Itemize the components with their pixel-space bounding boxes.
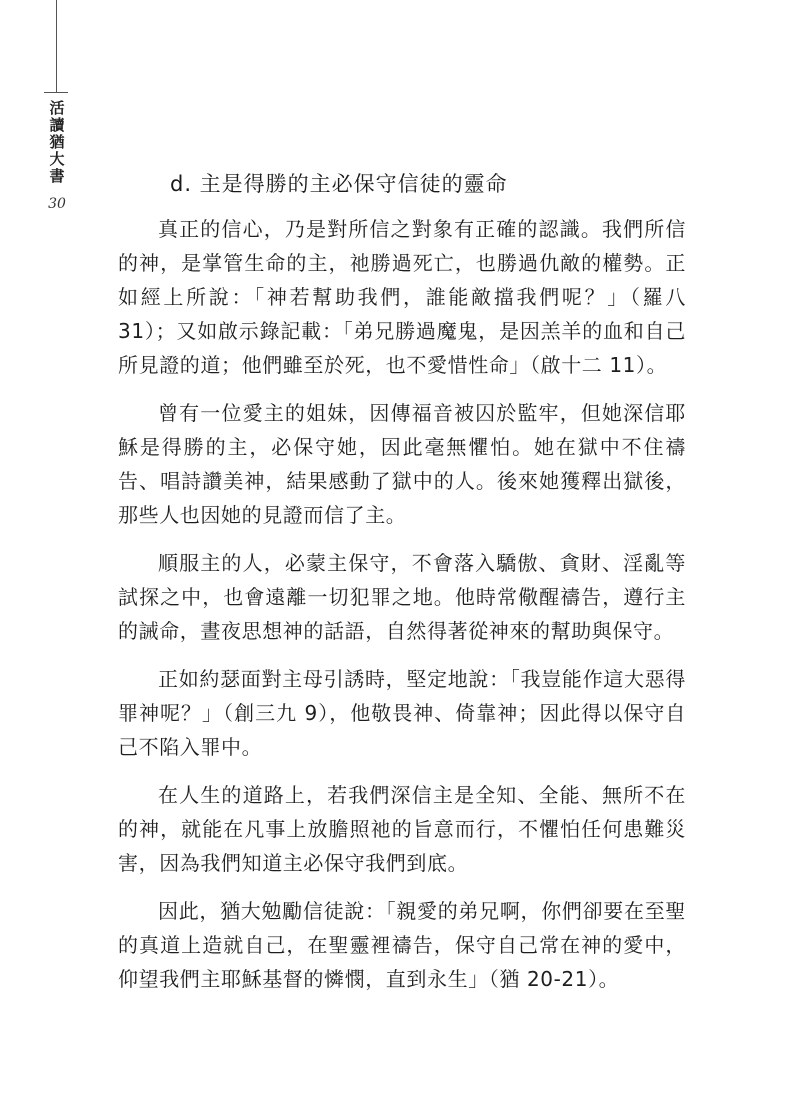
running-head-char: 讀 (49, 116, 65, 134)
margin-rule (56, 0, 57, 92)
running-head-char: 書 (49, 167, 65, 185)
paragraph: 真正的信心，乃是對所信之對象有正確的認識。我們所信的神，是掌管生命的主，祂勝過死亡，也勝過仇敵的權勢。正如經上所說：「神若幫助我們，誰能敵擋我們呢？」（羅八 31）；又如啟示錄記載：「弟兄勝過魔鬼，是因羔羊的血和自己所見證的道；他們雖至於死，也不愛惜性命」（啟十二 11）。 (118, 217, 686, 377)
paragraph: 順服主的人，必蒙主保守，不會落入驕傲、貪財、淫亂等試探之中，也會遠離一切犯罪之地。他時常儆醒禱告，遵行主的誡命，晝夜思想神的話語，自然得著從神來的幫助與保守。 (118, 551, 686, 643)
running-head-book-title (44, 100, 70, 185)
running-head-char: 活 (49, 99, 65, 117)
paragraph: 正如約瑟面對主母引誘時，堅定地說：「我豈能作這大惡得罪神呢？」（創三九 9），他敬畏神、倚靠神；因此得以保守自己不陷入罪中。 (118, 667, 686, 759)
paragraph: 在人生的道路上，若我們深信主是全知、全能、無所不在的神，就能在凡事上放膽照祂的旨意而行，不懼怕任何患難災害，因為我們知道主必保守我們到底。 (118, 783, 686, 875)
body-text (118, 212, 686, 1010)
paragraph: 因此，猶大勉勵信徒說：「親愛的弟兄啊，你們卻要在至聖的真道上造就自己，在聖靈裡禱告，保守自己常在神的愛中，仰望我們主耶穌基督的憐憫，直到永生」（猶 20-21）。 (118, 899, 686, 991)
page-number: 30 (48, 196, 66, 212)
paragraph: 曾有一位愛主的姐妹，因傳福音被囚於監牢，但她深信耶穌是得勝的主，必保守她，因此毫無懼怕。她在獄中不住禱告、唱詩讚美神，結果感動了獄中的人。後來她獲釋出獄後，那些人也因她的見證而信了主。 (118, 401, 686, 527)
section-heading: d. 主是得勝的主必保守信徒的靈命 (170, 172, 508, 196)
margin-rule-tick (44, 92, 68, 93)
running-head-char: 大 (49, 150, 65, 168)
running-head-char: 猶 (49, 133, 65, 151)
